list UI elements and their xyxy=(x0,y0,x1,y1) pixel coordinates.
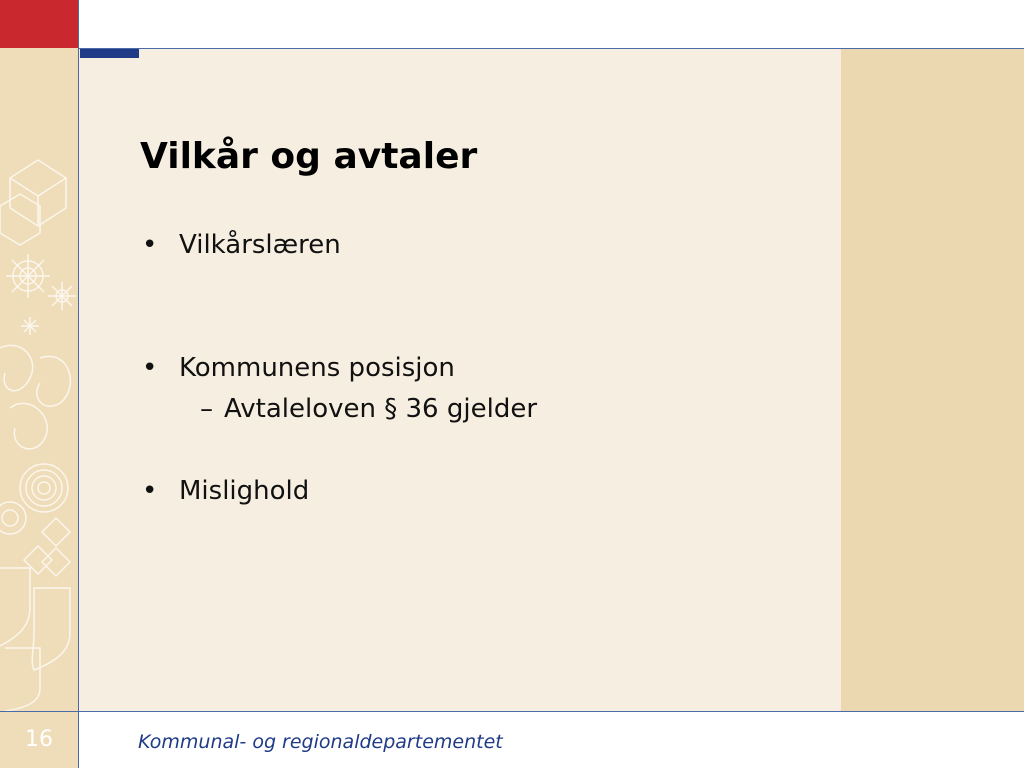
bullet-item xyxy=(142,230,341,260)
decorative-side-strip xyxy=(0,48,78,711)
header-red-block xyxy=(0,0,78,48)
bullet-text: Kommunens posisjon xyxy=(179,353,455,383)
sub-bullet-text: Avtaleloven § 36 gjelder xyxy=(224,394,538,424)
slide-title: Vilkår og avtaler xyxy=(140,136,478,177)
sub-bullet-marker: – xyxy=(200,394,213,424)
page-number: 16 xyxy=(25,727,53,752)
bullet-text: Mislighold xyxy=(179,476,310,506)
right-decorative-panel xyxy=(841,49,1024,711)
bottom-divider xyxy=(0,711,1024,712)
ornament-pattern-icon xyxy=(0,48,78,711)
title-accent-bar xyxy=(80,49,139,58)
top-divider xyxy=(78,48,1024,49)
bullet-marker: • xyxy=(142,230,158,260)
vertical-divider xyxy=(78,0,79,768)
sub-bullet-item xyxy=(200,394,537,424)
bullet-item xyxy=(142,476,309,506)
footer-organization: Kommunal- og regionaldepartementet xyxy=(138,731,503,753)
bullet-item xyxy=(142,353,455,383)
bullet-marker: • xyxy=(142,353,158,383)
bullet-text: Vilkårslæren xyxy=(179,230,341,260)
bullet-marker: • xyxy=(142,476,158,506)
header-bar xyxy=(79,0,1024,48)
